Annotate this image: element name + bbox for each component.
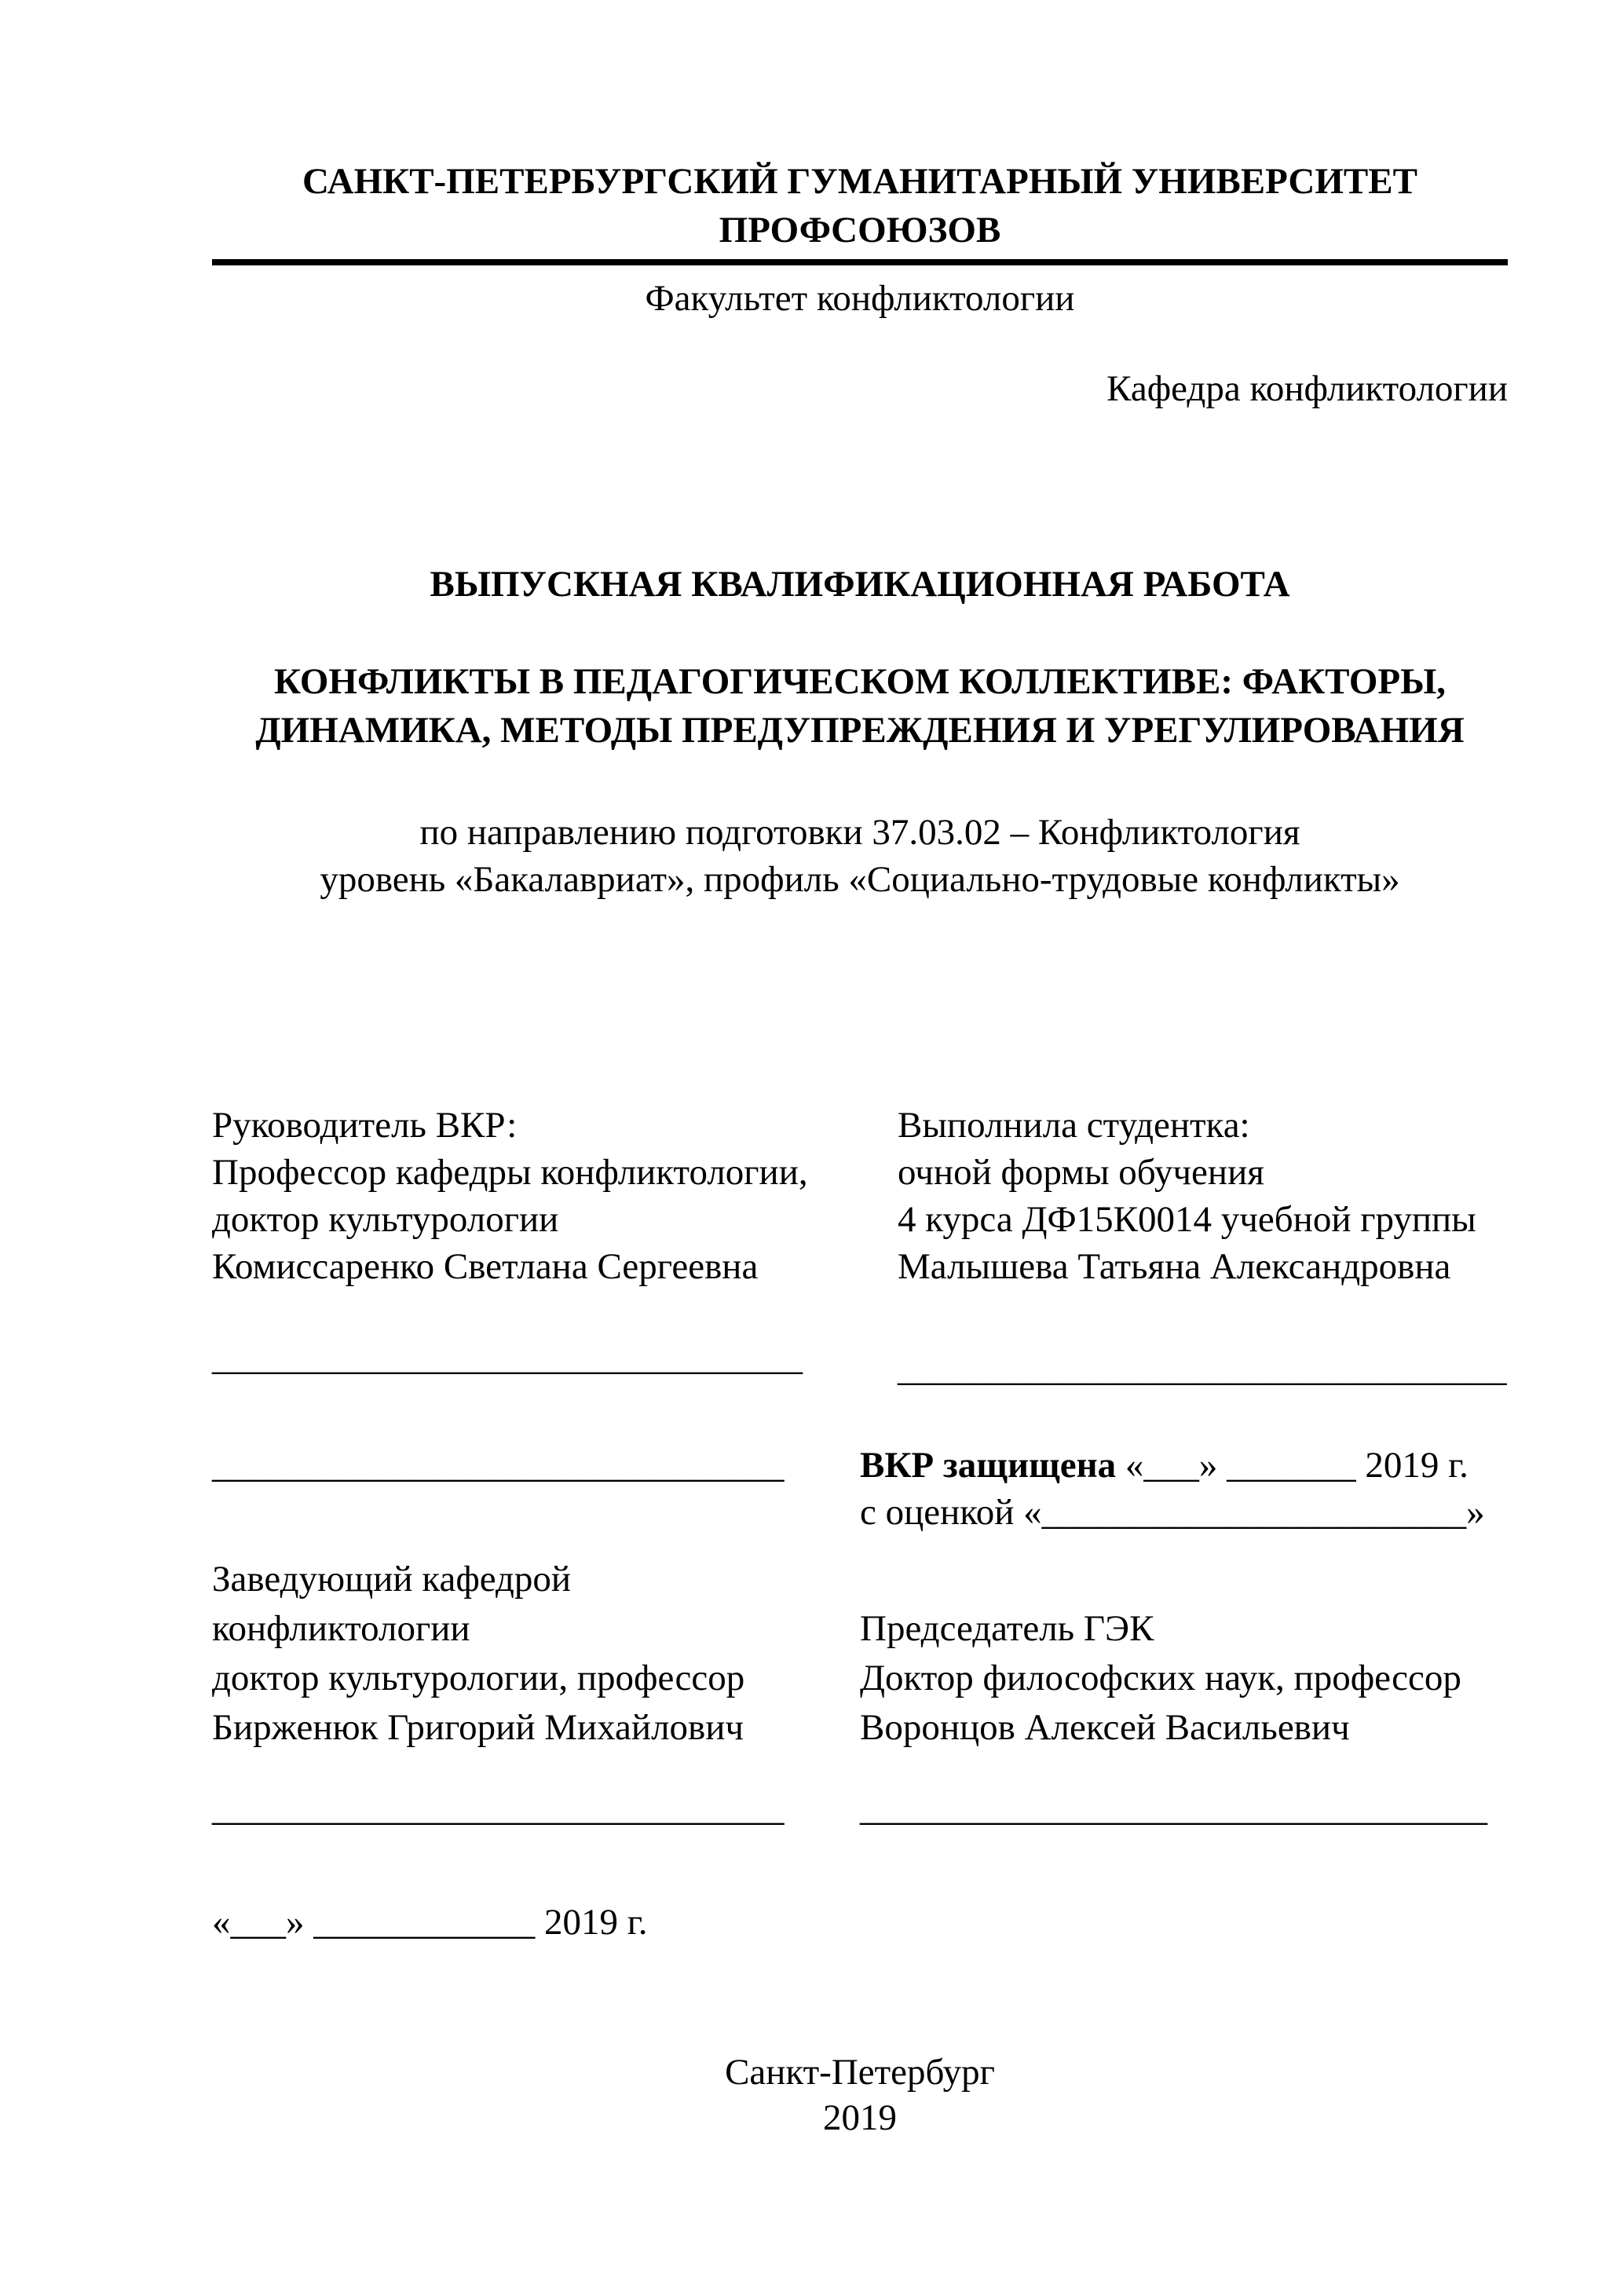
department-line: Кафедра конфликтологии — [1106, 368, 1508, 409]
thesis-title — [212, 657, 1508, 755]
program-info — [212, 809, 1508, 903]
footer-block — [212, 2049, 1508, 2141]
people-columns — [212, 1102, 1508, 1290]
student-group: 4 курса ДФ15К0014 учебной группы — [898, 1199, 1476, 1240]
supervisor-block — [212, 1102, 860, 1290]
defense-block — [860, 1442, 1508, 1536]
supervisor-position-line2: доктор культурологии — [212, 1199, 559, 1240]
department-head-degree: доктор культурологии, профессор — [212, 1658, 745, 1698]
department-head-role-line1: Заведующий кафедрой — [212, 1559, 572, 1600]
department-head-date-line: «___» ____________ 2019 г. — [212, 1902, 648, 1943]
student-study-form: очной формы обучения — [898, 1152, 1264, 1193]
faculty-line: Факультет конфликтологии — [645, 278, 1075, 319]
department-head-block — [212, 1555, 860, 1753]
defense-grade-line: с оценкой «_______________________» — [860, 1492, 1485, 1533]
student-signature-line: _________________________________ — [898, 1348, 1507, 1389]
student-block — [860, 1102, 1508, 1290]
defense-label: ВКР защищена — [860, 1445, 1117, 1486]
defense-date-blank: «___» _______ 2019 г. — [1125, 1445, 1469, 1486]
committee-chair-signature-line: __________________________________ — [860, 1788, 1487, 1829]
defense-date-line — [860, 1442, 1508, 1489]
university-name-line1: САНКТ-ПЕТЕРБУРГСКИЙ ГУМАНИТАРНЫЙ УНИВЕРСИТЕТ — [302, 161, 1417, 202]
committee-chair-block — [860, 1555, 1508, 1753]
program-direction-line: по направлению подготовки 37.03.02 – Конфликтология — [419, 812, 1300, 853]
program-level-line: уровень «Бакалавриат», профиль «Социально-трудовые конфликты» — [320, 859, 1400, 900]
supervisor-role-label: Руководитель ВКР: — [212, 1105, 518, 1146]
supervisor-signature-line: ________________________________ — [212, 1337, 803, 1378]
defense-row — [212, 1442, 1508, 1536]
department-head-signature-line: _______________________________ — [212, 1788, 785, 1829]
supervisor-position-line1: Профессор кафедры конфликтологии, — [212, 1152, 808, 1193]
supervisor-signature-line-2: _______________________________ — [212, 1445, 785, 1486]
university-header — [212, 157, 1508, 254]
footer-city: Санкт-Петербург — [725, 2052, 995, 2093]
supervisor-name: Комиссаренко Светлана Сергеевна — [212, 1246, 759, 1287]
header-divider — [212, 259, 1508, 265]
officials-columns — [212, 1555, 1508, 1753]
student-name: Малышева Татьяна Александровна — [898, 1246, 1451, 1287]
university-name-line2: ПРОФСОЮЗОВ — [719, 210, 1001, 250]
work-type-title: ВЫПУСКНАЯ КВАЛИФИКАЦИОННАЯ РАБОТА — [430, 564, 1290, 605]
committee-chair-role: Председатель ГЭК — [860, 1608, 1154, 1649]
committee-chair-degree: Доктор философских наук, профессор — [860, 1658, 1461, 1698]
signature-row-1 — [212, 1334, 1508, 1392]
department-head-role-line2: конфликтологии — [212, 1608, 470, 1649]
thesis-title-line1: КОНФЛИКТЫ В ПЕДАГОГИЧЕСКОМ КОЛЛЕКТИВЕ: ФАКТОРЫ, — [273, 661, 1447, 702]
department-head-name: Бирженюк Григорий Михайлович — [212, 1707, 744, 1748]
committee-chair-name: Воронцов Алексей Васильевич — [860, 1707, 1350, 1748]
footer-year: 2019 — [823, 2097, 897, 2138]
student-role-label: Выполнила студентка: — [898, 1105, 1250, 1146]
signature-row-2 — [212, 1785, 1508, 1832]
thesis-title-line2: ДИНАМИКА, МЕТОДЫ ПРЕДУПРЕЖДЕНИЯ И УРЕГУЛИРОВАНИЯ — [255, 710, 1465, 751]
